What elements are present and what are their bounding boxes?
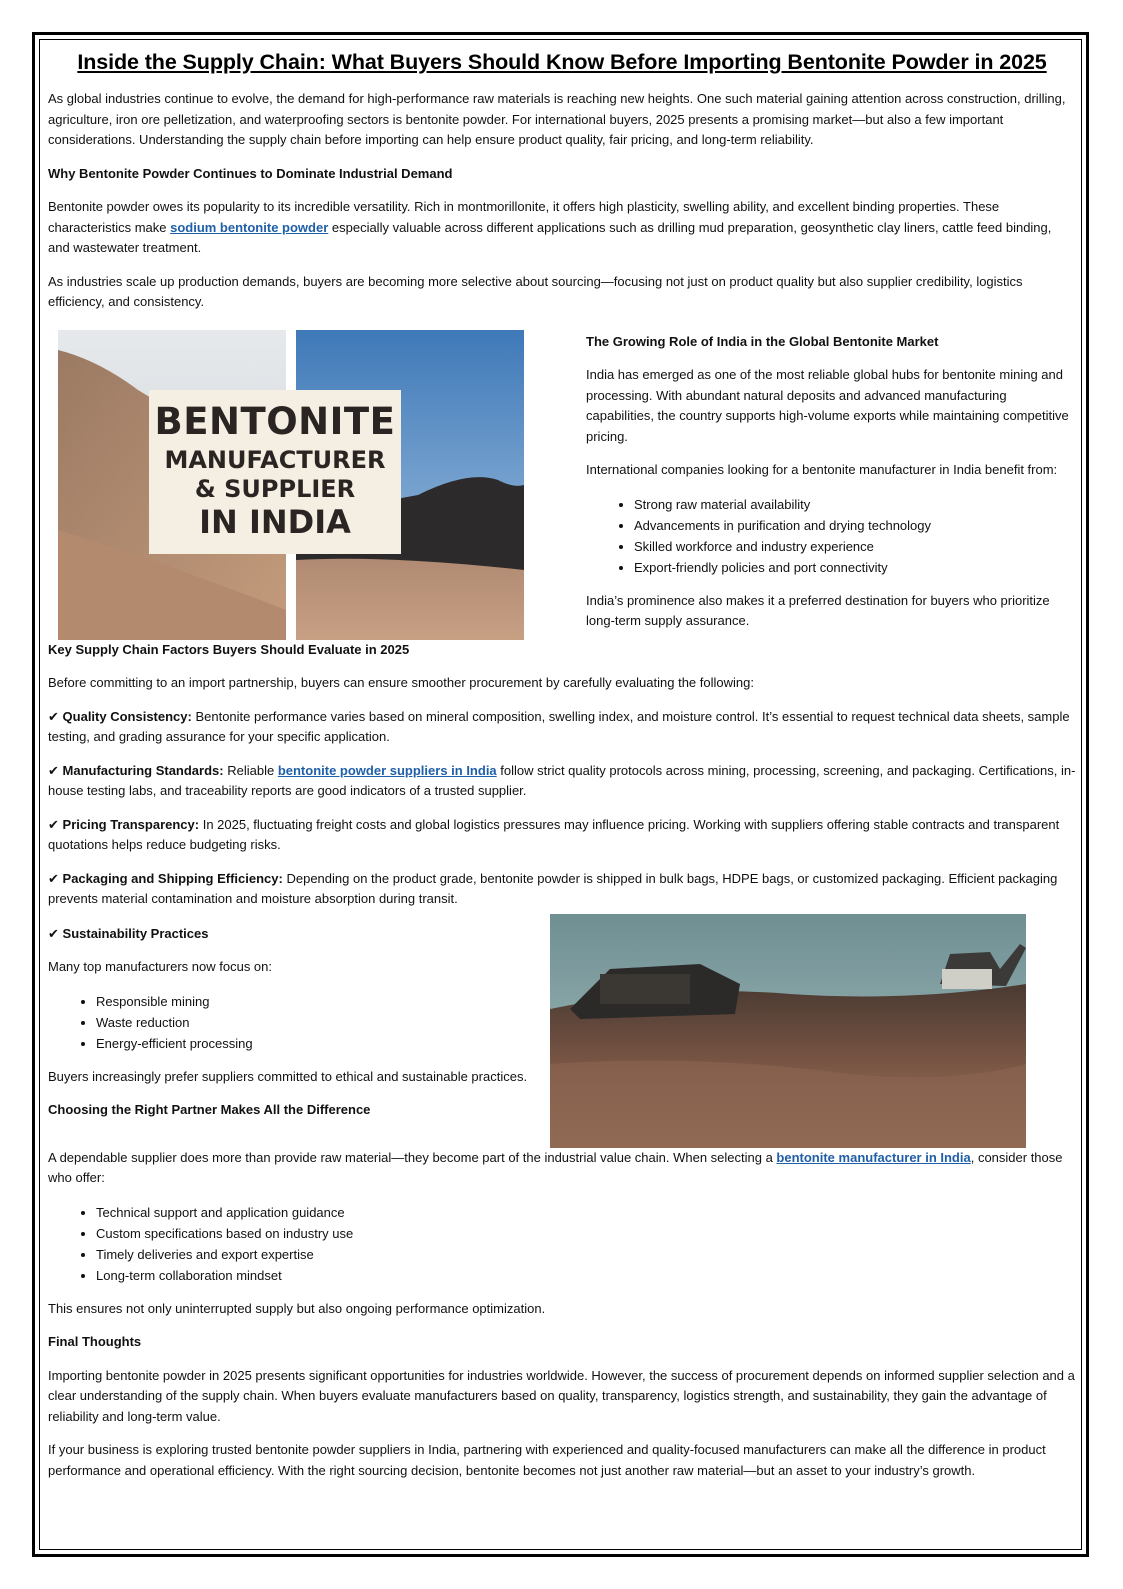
india-text-column bbox=[586, 326, 1076, 640]
factor-packaging bbox=[48, 869, 1076, 910]
list-item: • Long-term collaboration mindset bbox=[96, 1265, 1076, 1286]
pricing-text: In 2025, fluctuating freight costs and global logistics pressures may influence pricing. Working with suppliers offering stable contracts and transparent quotations helps reduce budgeting risks. bbox=[48, 816, 1060, 852]
banner-line-4: IN INDIA bbox=[199, 503, 351, 542]
sustainability-text-column bbox=[48, 924, 548, 1148]
list-item: • Energy-efficient processing bbox=[96, 1033, 548, 1054]
manufacturing-text-end: follow strict quality protocols across mining, processing, screening, and packaging. Certifications, in-house testing labs, and traceability reports are good indicators of a trusted supplier. bbox=[48, 762, 1076, 798]
india-heading: The Growing Role of India in the Global Bentonite Market bbox=[586, 333, 939, 349]
check-icon: ✔ bbox=[48, 870, 59, 886]
check-icon: ✔ bbox=[48, 816, 59, 832]
factor-quality bbox=[48, 707, 1076, 748]
factors-heading: Key Supply Chain Factors Buyers Should Evaluate in 2025 bbox=[48, 641, 410, 657]
final-paragraph-1: Importing bentonite powder in 2025 presents significant opportunities for industries worldwide. However, the success of procurement depends on informed supplier selection and a clear understanding of the supply chain. When buyers evaluate manufacturers based on quality, transparency, logistics strength, and sustainability, they gain the advantage of reliability and long-term value. bbox=[48, 1367, 1075, 1424]
why-p1-text-end: especially valuable across different applications such as drilling mud preparation, geosynthetic clay liners, cattle feed binding, and wastewater treatment. bbox=[48, 219, 1052, 255]
sustainability-outro: Buyers increasingly prefer suppliers committed to ethical and sustainable practices. bbox=[48, 1068, 528, 1084]
check-icon: ✔ bbox=[48, 762, 59, 778]
packaging-label: Packaging and Shipping Efficiency: bbox=[62, 870, 283, 886]
factor-pricing bbox=[48, 815, 1076, 856]
sustainability-label: Sustainability Practices bbox=[62, 925, 209, 941]
quality-text: Bentonite performance varies based on mineral composition, swelling index, and moisture control. It’s essential to request technical data sheets, sample testing, and grading assurance for your specific application. bbox=[48, 708, 1070, 744]
banner-line-1: BENTONITE bbox=[154, 400, 396, 444]
partner-p1-text-end: , consider those who offer: bbox=[48, 1149, 1063, 1185]
partner-list bbox=[48, 1202, 1076, 1286]
list-item: • Custom specifications based on industry use bbox=[96, 1223, 1076, 1244]
final-heading: Final Thoughts bbox=[48, 1334, 142, 1349]
list-item: • Timely deliveries and export expertise bbox=[96, 1244, 1076, 1265]
india-paragraph-3: India’s prominence also makes it a preferred destination for buyers who prioritize long-term supply assurance. bbox=[586, 592, 1050, 628]
pricing-label: Pricing Transparency: bbox=[62, 816, 200, 832]
article bbox=[48, 50, 1076, 1494]
why-paragraph-1 bbox=[48, 197, 1076, 259]
partner-paragraph-1 bbox=[48, 1148, 1076, 1189]
list-item: • Waste reduction bbox=[96, 1012, 548, 1033]
bentonite-manufacturer-link[interactable]: bentonite manufacturer in India bbox=[776, 1149, 971, 1165]
list-item: • Export-friendly policies and port connectivity bbox=[634, 557, 1076, 578]
factor-manufacturing bbox=[48, 761, 1076, 802]
india-paragraph-2: International companies looking for a bentonite manufacturer in India benefit from: bbox=[586, 462, 1058, 477]
sodium-bentonite-link[interactable]: sodium bentonite powder bbox=[170, 219, 329, 235]
banner-line-2: MANUFACTURER bbox=[164, 445, 386, 474]
partner-p1-text: A dependable supplier does more than provide raw material—they become part of the industrial value chain. When selecting a bbox=[48, 1149, 777, 1165]
bentonite-suppliers-link[interactable]: bentonite powder suppliers in India bbox=[277, 762, 497, 778]
list-item: • Skilled workforce and industry experience bbox=[634, 536, 1076, 557]
india-section bbox=[48, 326, 1076, 640]
partner-heading: Choosing the Right Partner Makes All the Difference bbox=[48, 1102, 371, 1117]
quality-label: Quality Consistency: bbox=[62, 708, 192, 724]
mining-site-image bbox=[550, 914, 1026, 1148]
sustainability-section bbox=[48, 924, 1076, 1148]
list-item: • Technical support and application guidance bbox=[96, 1202, 1076, 1223]
factor-sustainability bbox=[48, 924, 548, 945]
banner-text-block bbox=[149, 390, 401, 554]
bentonite-banner-image bbox=[58, 330, 524, 640]
final-paragraph-2: If your business is exploring trusted bentonite powder suppliers in India, partnering with experienced and quality-focused manufacturers can make all the difference in product performance and operational efficiency. With the right sourcing decision, bentonite becomes not just another raw material—but an asset to your industry’s growth. bbox=[48, 1442, 1046, 1478]
india-paragraph-1: India has emerged as one of the most reliable global hubs for bentonite mining and processing. With abundant natural deposits and advanced manufacturing capabilities, the country supports high-volume exports while maintaining competitive pricing. bbox=[586, 367, 1069, 444]
why-heading: Why Bentonite Powder Continues to Dominate Industrial Demand bbox=[48, 165, 453, 181]
partner-paragraph-2: This ensures not only uninterrupted supply but also ongoing performance optimization. bbox=[48, 1300, 546, 1316]
check-icon: ✔ bbox=[48, 925, 59, 941]
list-item: • Strong raw material availability bbox=[634, 494, 1076, 515]
sustainability-intro: Many top manufacturers now focus on: bbox=[48, 959, 273, 974]
check-icon: ✔ bbox=[48, 708, 59, 724]
manufacturing-text: Reliable bbox=[223, 762, 278, 778]
mining-illustration bbox=[550, 914, 1026, 1148]
intro-paragraph: As global industries continue to evolve, the demand for high-performance raw materials is reaching new heights. One such material gaining attention across construction, drilling, agriculture, iron ore pelletization, and waterproofing sectors is bentonite powder. For international buyers, 2025 presents a promising market—but also a few important considerations. Understanding the supply chain before importing can help ensure product quality, fair pricing, and long-term reliability. bbox=[48, 91, 1066, 147]
banner-line-3: & SUPPLIER bbox=[194, 475, 356, 504]
why-paragraph-2: As industries scale up production demands, buyers are becoming more selective about sourcing—focusing not just on product quality but also supplier credibility, logistics efficiency, and consistency. bbox=[48, 273, 1023, 309]
list-item: • Advancements in purification and drying technology bbox=[634, 515, 1076, 536]
manufacturing-label: Manufacturing Standards: bbox=[62, 762, 224, 778]
article-title: Inside the Supply Chain: What Buyers Should Know Before Importing Bentonite Powder in 2025 bbox=[77, 50, 1047, 74]
list-item: • Responsible mining bbox=[96, 991, 548, 1012]
india-benefits-list bbox=[586, 494, 1076, 578]
why-p1-text: Bentonite powder owes its popularity to its incredible versatility. Rich in montmorillonite, it offers high plasticity, swelling ability, and excellent binding properties. These characteristics make bbox=[48, 199, 1000, 235]
factors-intro: Before committing to an import partnership, buyers can ensure smoother procurement by carefully evaluating the following: bbox=[48, 675, 754, 690]
packaging-text: Depending on the product grade, bentonite powder is shipped in bulk bags, HDPE bags, or customized packaging. Efficient packaging prevents material contamination and moisture absorption during transit. bbox=[48, 870, 1058, 906]
sustainability-list bbox=[48, 991, 548, 1054]
